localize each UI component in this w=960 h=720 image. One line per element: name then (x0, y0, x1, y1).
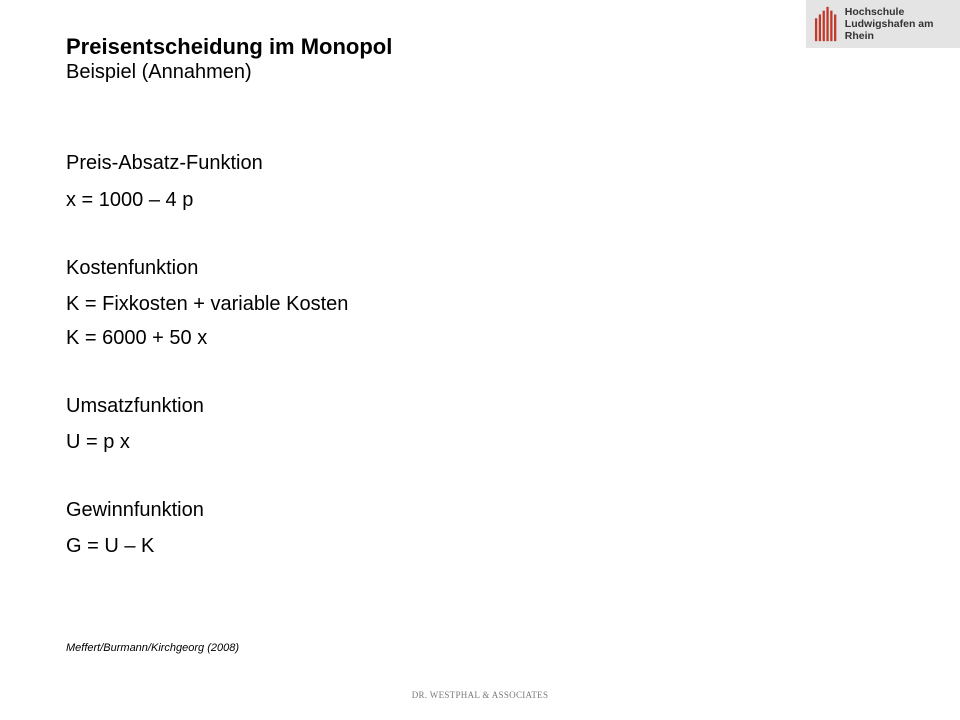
university-logo (806, 0, 960, 48)
slide-title: Preisentscheidung im Monopol (66, 34, 393, 59)
logo-line-1: Hochschule (844, 6, 905, 18)
logo-text (845, 6, 960, 42)
slide-subtitle: Beispiel (Annahmen) (66, 61, 252, 83)
title-block (66, 34, 392, 84)
formula-cost-definition: K = Fixkosten + variable Kosten (66, 293, 349, 315)
heading-price-sales-function: Preis-Absatz-Funktion (66, 152, 263, 174)
source-citation: Meffert/Burmann/Kirchgeorg (2008) (66, 642, 240, 654)
heading-profit-function: Gewinnfunktion (66, 499, 204, 521)
heading-cost-function: Kostenfunktion (66, 257, 199, 279)
logo-mark-icon (814, 4, 839, 44)
formula-cost: K = 6000 + 50 x (66, 327, 208, 349)
formula-price-sales: x = 1000 – 4 p (66, 189, 194, 211)
formula-revenue: U = p x (66, 431, 130, 453)
footer-text: DR. WESTPHAL & ASSOCIATES (411, 690, 549, 700)
logo-line-2: Ludwigshafen am Rhein (844, 18, 934, 42)
formula-profit: G = U – K (66, 535, 155, 557)
heading-revenue-function: Umsatzfunktion (66, 395, 204, 417)
